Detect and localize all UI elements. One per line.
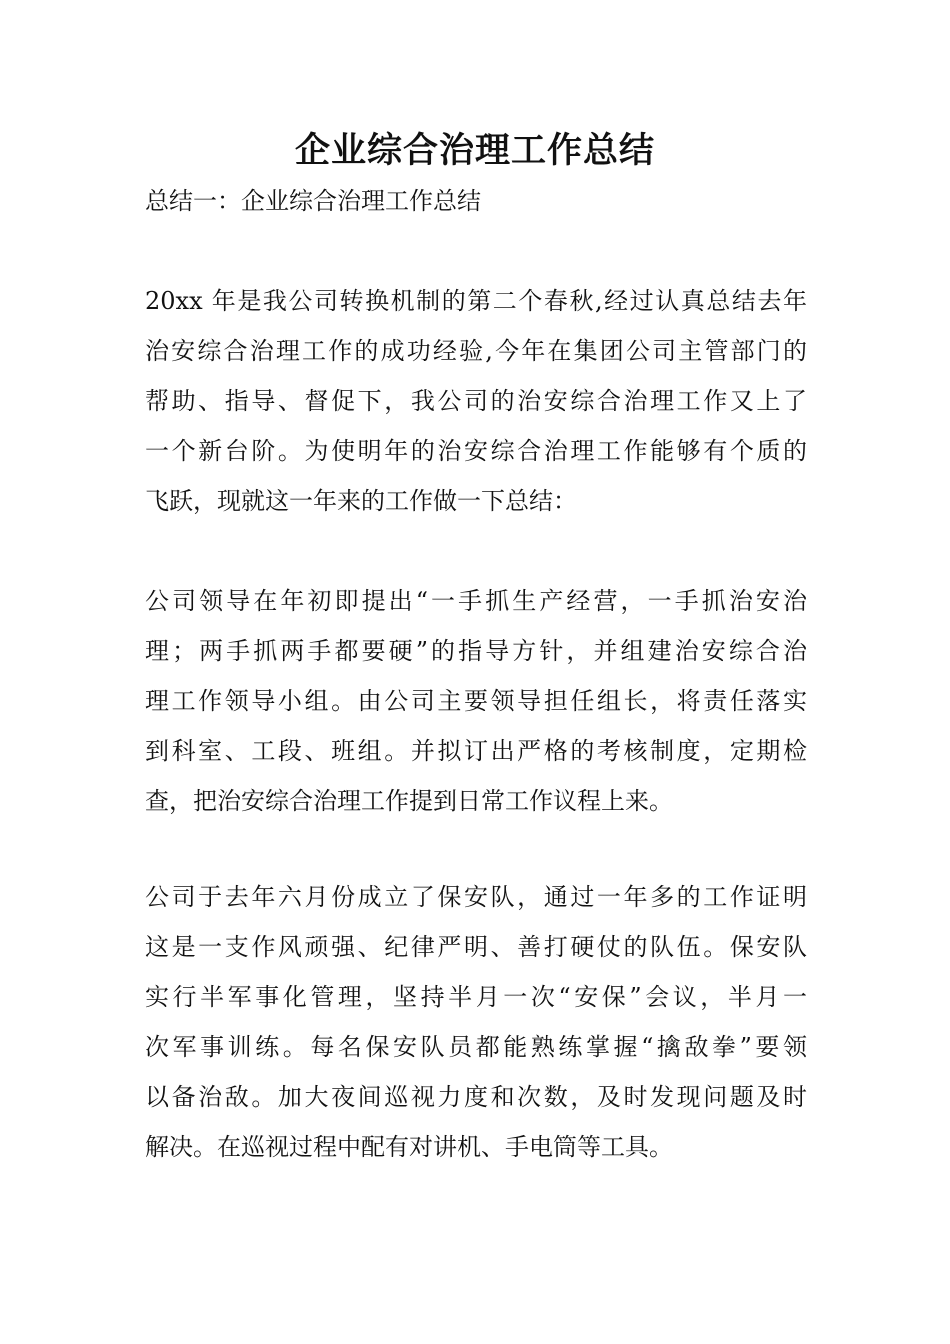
paragraph-line: 到科室、工段、班组。并拟订出严格的考核制度，定期检 <box>145 737 807 765</box>
paragraph-line: 查，把治安综合治理工作提到日常工作议程上来。 <box>145 787 673 815</box>
paragraph-line: 20xx 年是我公司转换机制的第二个春秋,经过认真总结去年 <box>145 287 807 315</box>
paragraph-line: 理工作领导小组。由公司主要领导担任组长，将责任落实 <box>145 687 807 715</box>
paragraph-line: 以备治敌。加大夜间巡视力度和次数，及时发现问题及时 <box>145 1083 807 1111</box>
paragraph-line: 实行半军事化管理，坚持半月一次“安保”会议，半月一 <box>145 983 807 1011</box>
paragraph-line: 公司于去年六月份成立了保安队，通过一年多的工作证明 <box>145 883 807 911</box>
paragraph-line: 理；两手抓两手都要硬”的指导方针，并组建治安综合治 <box>145 637 807 665</box>
paragraph-line: 治安综合治理工作的成功经验,今年在集团公司主管部门的 <box>145 337 807 365</box>
paragraph-3 <box>145 872 807 1172</box>
paragraph-line: 次军事训练。每名保安队员都能熟练掌握“擒敌拳”要领 <box>145 1033 807 1061</box>
paragraph-line: 飞跃，现就这一年来的工作做一下总结： <box>145 487 577 515</box>
document-title: 企业综合治理工作总结 <box>294 130 655 171</box>
paragraph-line: 帮助、指导、督促下，我公司的治安综合治理工作又上了 <box>145 387 807 415</box>
paragraph-1 <box>145 276 807 526</box>
paragraph-line: 公司领导在年初即提出“一手抓生产经营，一手抓治安治 <box>145 587 807 615</box>
paragraph-line: 这是一支作风顽强、纪律严明、善打硬仗的队伍。保安队 <box>145 933 807 961</box>
paragraph-line: 一个新台阶。为使明年的治安综合治理工作能够有个质的 <box>145 437 807 465</box>
paragraph-2 <box>145 576 807 826</box>
document-subtitle: 总结一：企业综合治理工作总结 <box>145 187 481 215</box>
paragraph-line: 解决。在巡视过程中配有对讲机、手电筒等工具。 <box>145 1133 673 1161</box>
